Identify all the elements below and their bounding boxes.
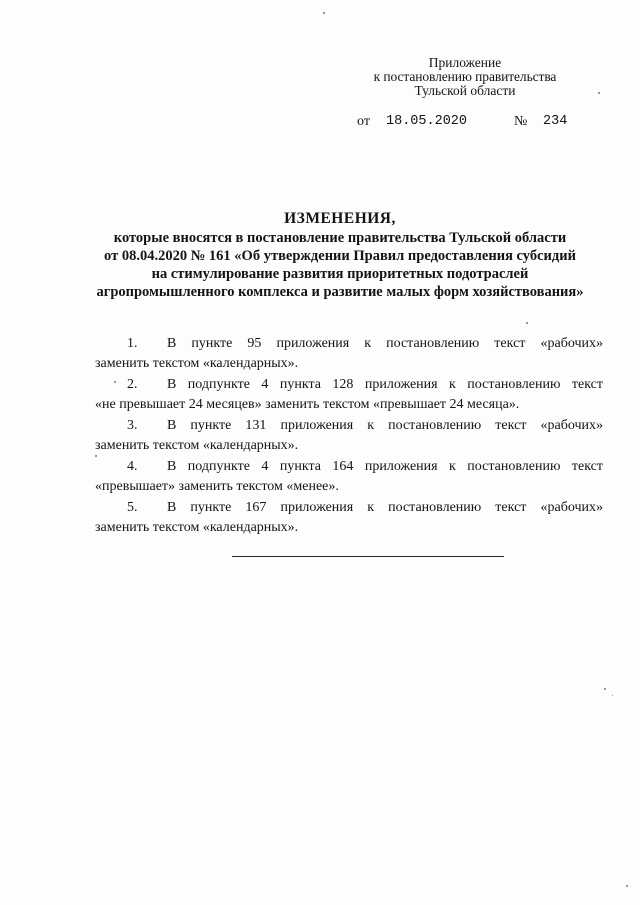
title-line-2: от 08.04.2020 № 161 «Об утверждении Правил предоставления субсидий (104, 248, 576, 264)
scan-speck (598, 92, 600, 94)
list-item-number: 1. (127, 336, 138, 351)
list-item-continuation: заменить текстом «календарных». (95, 519, 299, 535)
scan-speck (95, 455, 97, 457)
list-item-first-line (95, 498, 603, 518)
title-line-4: агропромышленного комплекса и развитие малых форм хозяйствования» (96, 284, 584, 300)
scan-speck (114, 381, 116, 383)
list-item-text: В подпункте 4 пункта 164 приложения к постановлению текст (167, 458, 603, 474)
number-prefix: № (514, 114, 528, 129)
list-item (95, 416, 603, 455)
list-item-first-line (95, 457, 603, 477)
list-item-first-line (95, 416, 603, 436)
scan-speck (612, 695, 613, 696)
list-item-first-line (95, 375, 603, 395)
list-item-text: В подпункте 4 пункта 128 приложения к постановлению текст (167, 376, 603, 392)
title-line-3: на стимулирование развития приоритетных подотраслей (151, 266, 529, 282)
document-date: 18.05.2020 (386, 114, 468, 129)
list-item-number: 5. (127, 499, 138, 515)
title-heading: ИЗМЕНЕНИЯ, (284, 210, 396, 227)
list-item-continuation: «превышает» заменить текстом «менее». (95, 478, 339, 494)
appendix-line-2: к постановлению правительства (373, 69, 557, 84)
appendix-header (350, 56, 580, 98)
list-item-text: В пункте 167 приложения к постановлению текст «рабочих» (167, 499, 603, 515)
document-title (60, 210, 620, 301)
closing-rule (232, 556, 504, 557)
list-item (95, 457, 603, 496)
document-number: 234 (543, 114, 568, 129)
list-item-text: В пункте 131 приложения к постановлению текст «рабочих» (167, 417, 603, 433)
list-item-number: 3. (127, 417, 138, 433)
list-item-text: В пункте 95 приложения к постановлению текст «рабочих» (167, 336, 603, 351)
scan-speck (604, 688, 606, 690)
scan-speck (323, 12, 325, 14)
appendix-line-3: Тульской области (414, 83, 516, 98)
list-item-continuation: «не превышает 24 месяцев» заменить текстом «превышает 24 месяца». (95, 396, 520, 412)
scan-speck (626, 885, 628, 887)
date-prefix: от (357, 114, 370, 129)
list-item-number: 4. (127, 458, 138, 474)
changes-list (95, 334, 603, 539)
list-item (95, 334, 603, 373)
list-item-number: 2. (127, 376, 138, 392)
scan-speck (526, 322, 528, 324)
list-item-first-line (95, 334, 603, 354)
list-item (95, 375, 603, 414)
list-item-continuation: заменить текстом «календарных». (95, 355, 299, 371)
list-item-continuation: заменить текстом «календарных». (95, 437, 299, 453)
list-item (95, 498, 603, 537)
title-line-1: которые вносятся в постановление правительства Тульской области (113, 230, 567, 246)
appendix-line-1: Приложение (428, 55, 502, 70)
